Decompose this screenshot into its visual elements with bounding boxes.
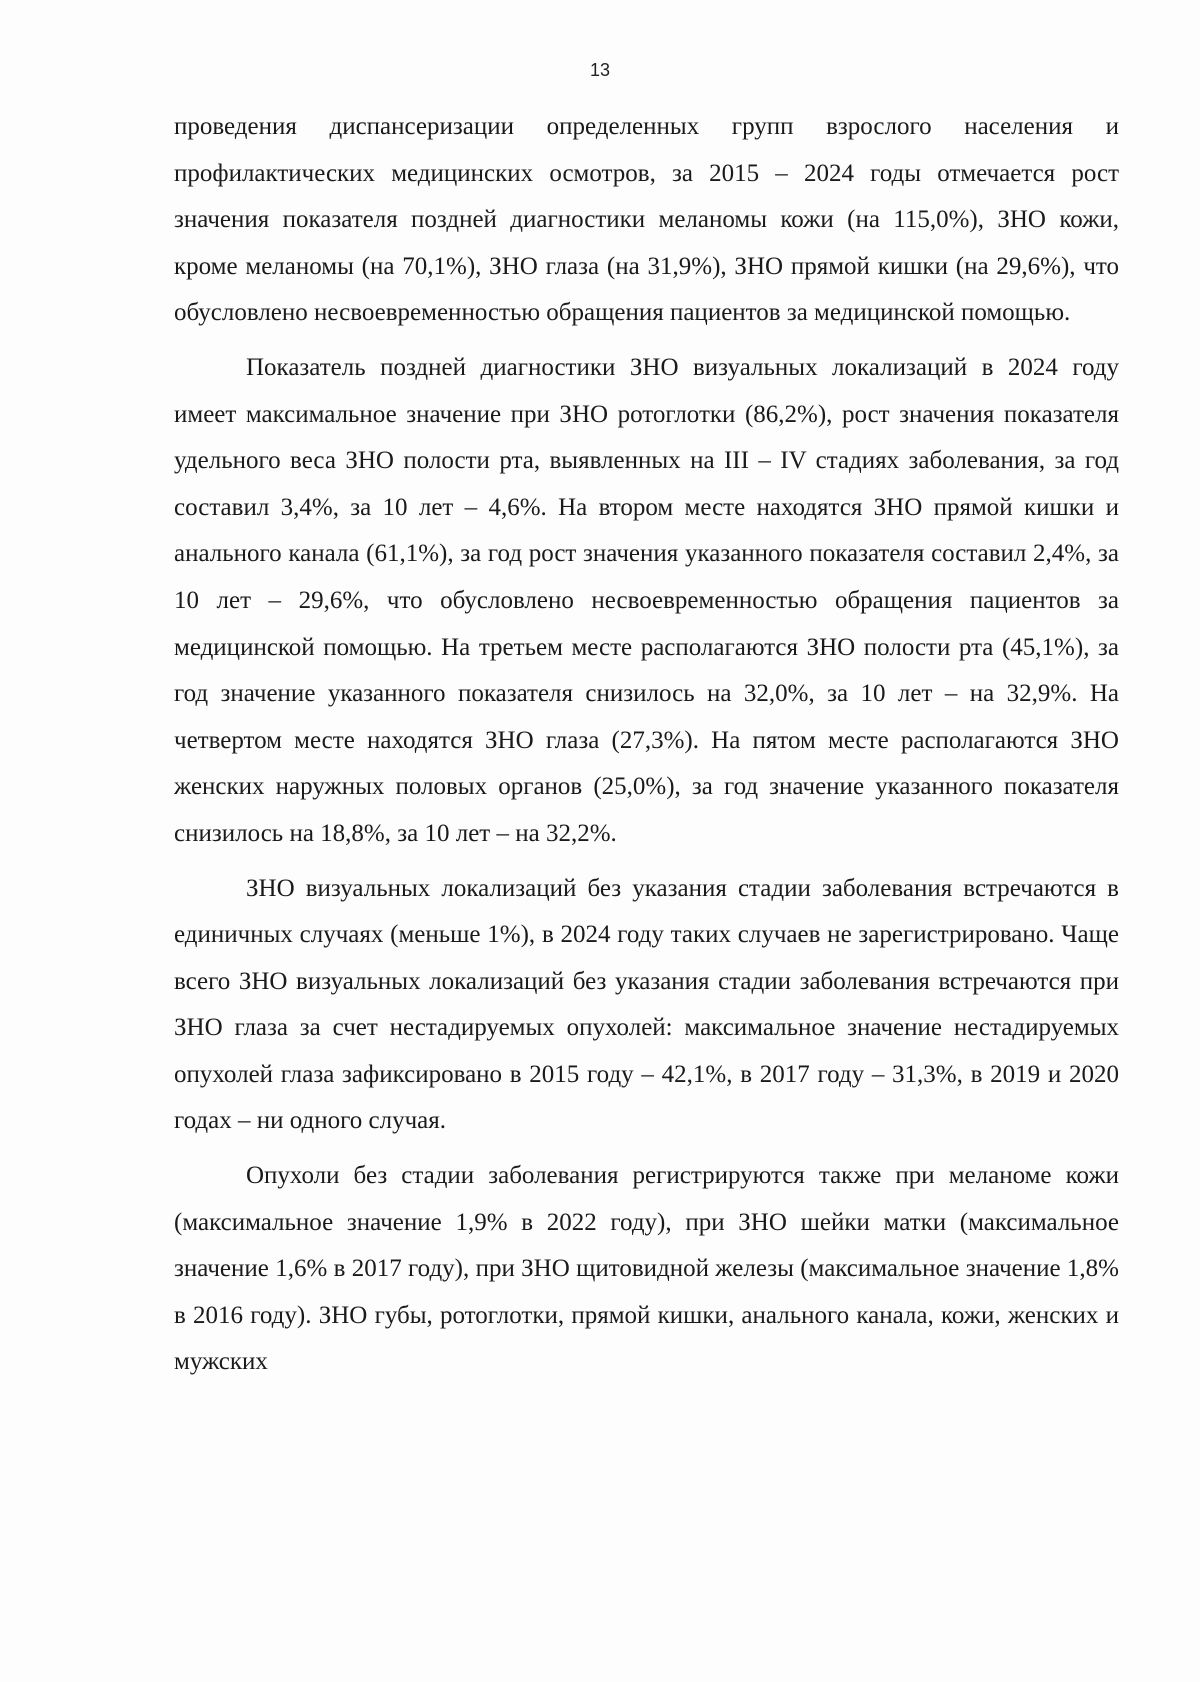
document-body [174,104,1119,1386]
page-number: 13 [589,60,611,80]
paragraph-late-diagnosis: Показатель поздней диагностики ЗНО визуальных локализаций в 2024 году имеет максимальное значение при ЗНО ротоглотки (86,2%), рост значения показателя удельного веса ЗНО полости рта, выявленных на III – IV стадиях заболевания, за год составил 3,4%, за 10 лет – 4,6%. На втором месте находятся ЗНО прямой кишки и анального канала (61,1%), за год рост значения указанного показателя составил 2,4%, за 10 лет – 29,6%, что обусловлено несвоевременностью обращения пациентов за медицинской помощью. На третьем месте располагаются ЗНО полости рта (45,1%), за год значение указанного показателя снизилось на 32,0%, за 10 лет – на 32,9%. На четвертом месте находятся ЗНО глаза (27,3%). На пятом месте располагаются ЗНО женских наружных половых органов (25,0%), за год значение указанного показателя снизилось на 18,8%, за 10 лет – на 32,2%. [174,353,1119,847]
paragraph-continuation: проведения диспансеризации определенных групп взрослого населения и профилактических медицинских осмотров, за 2015 – 2024 годы отмечается рост значения показателя поздней диагностики меланомы кожи (на 115,0%), ЗНО кожи, кроме меланомы (на 70,1%), ЗНО глаза (на 31,9%), ЗНО прямой кишки (на 29,6%), что обусловлено несвоевременностью обращения пациентов за медицинской помощью. [174,113,1119,327]
paragraph-unstaged-cases: ЗНО визуальных локализаций без указания стадии заболевания встречаются в единичных случаях (меньше 1%), в 2024 году таких случаев не зарегистрировано. Чаще всего ЗНО визуальных локализаций без указания стадии заболевания встречаются при ЗНО глаза за счет нестадируемых опухолей: максимальное значение нестадируемых опухолей глаза зафиксировано в 2015 году – 42,1%, в 2017 году – 31,3%, в 2019 и 2020 годах – ни одного случая. [174,874,1119,1135]
paragraph-unstaged-tumors: Опухоли без стадии заболевания регистрируются также при меланоме кожи (максимальное значение 1,9% в 2022 году), при ЗНО шейки матки (максимальное значение 1,6% в 2017 году), при ЗНО щитовидной железы (максимальное значение 1,8% в 2016 году). ЗНО губы, ротоглотки, прямой кишки, анального канала, кожи, женских и мужских [174,1162,1119,1376]
